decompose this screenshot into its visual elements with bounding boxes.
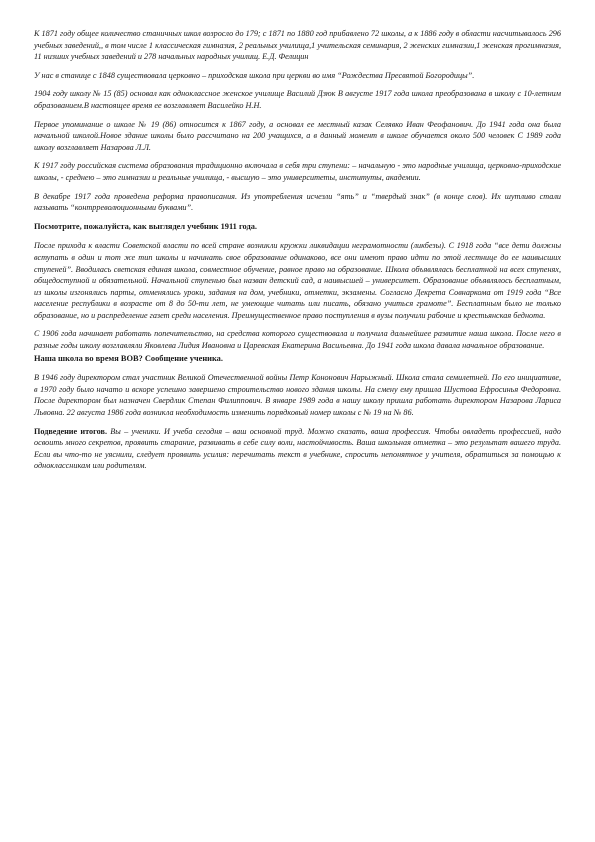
- heading-textbook-1911: Посмотрите, пожалуйста, как выглядел учебник 1911 года.: [34, 221, 258, 231]
- paragraph-summary: [34, 426, 561, 472]
- summary-text: Вы – ученики. И учеба сегодня – ваш основной труд. Можно сказать, ваша профессия. Чтобы овладеть профессией, надо освоить много секретов, проявить старание, развивать в себе силу воли, настойчивость. Ваша школьная отметка – это результат вашего труда. Если вы что-то не уяснили, следует проявить усилия: перечитать текст в учебнике, спросить непонятное у учителя, обратиться за помощью к одноклассникам или родителям.: [34, 426, 561, 471]
- paragraph-parish-school: У нас в станице с 1848 существовала церковно – приходская школа при церкви во имя “Рождества Пресвятой Богородицы”.: [34, 70, 475, 80]
- paragraph-school-19: Первое упоминание о школе № 19 (86) относится к 1867 году, а основал ее местный казак Селявко Иван Феофанович. До 1941 года она была начальной школой.Новое здание школы было рассчитано на 200 учащихся, а в данный момент в школе обучается около 500 человек С 1989 года школу возглавляет Назарова Л.Л.: [34, 119, 561, 152]
- document-page: [34, 28, 561, 479]
- paragraph-trusteeship-1906: С 1906 года начинает работать попечительство, на средства которого существовала и получила дальнейшее развитие наша школа. После него в разные годы школу возглавляли Яковлева Лидия Ивановна и Царевская Екатерина Васильевна. До 1941 года школа давала начальное образование.: [34, 329, 561, 351]
- paragraph-school-count-1871: К 1871 году общее количество станичных школ возросло до 179; с 1871 по 1880 год прибавлено 72 школы, а к 1886 году в области насчитывалось 296 учебных заведений,, в том числе 1 классическая гимназия, 2 реальных училища,1 учительская семинария, 2 женских гимназии,1 женская прогимназия, 11 низших учебных заведений и 278 начальных народных училищ. Е.Д. Фелицин: [34, 29, 561, 62]
- paragraph-education-system-1917: К 1917 году российская система образования традиционно включала в себя три ступени: – начальную - это народные училища, церковно-приходские школы, - среднею – это гимназии и реальные училища, - высшую – это университеты, институты, академии.: [34, 161, 561, 182]
- paragraph-directors-history: В 1946 году директором стал участник Великой Отечественной войны Петр Кононович Нарыжный. Школа стала семилетней. По его инициативе, в 1970 году было начато и вскоре успешно завершено строительство нового здания школы. На смену ему пришла Шустова Ефросинья Федоровна. После директором был назначен Свердлик Степан Филиппович. В январе 1989 года в нашу школу пришла работать директором Назарова Лариса Львовна. 22 августа 1986 года возникла необходимость изменить порядковый номер школы с № 19 на № 86.: [34, 373, 561, 418]
- summary-lead: Подведение итогов.: [34, 426, 108, 436]
- paragraph-soviet-education: После прихода к власти Советской власти по всей стране возникли кружки ликвидации неграмотности (ликбезы). С 1918 года “все дети должны вступать в один и тот же тип школы и начинать свое образование одинаково, все они имеют право идти по этой лестнице до ее наивысших ступеней”. Вводилась светская единая школа, совместное обучение, равное право на образование. Школа объявлялась бесплатной на всех ступенях, общедоступной и обязательной. Начальной ступенью был назван детский сад, а наивысшей – университет. Образование объявлялось бесплатным, из школы изгонялись парты, отменялись уроки, задания на дом, учебники, отметки, экзамены. Согласно Декрета Совнаркома от 1919 года “Все население республики в возрасте от 8 до 50-ти лет, не умеющие читать или писать, обязано учиться грамоте”. Бесплатным было не только образование, но и распределение газет среди населения. Преимущественное право поступления в вузы получили рабочие и крестьянская беднота.: [34, 241, 561, 320]
- paragraph-school-15: 1904 году школу № 15 (85) основал как одноклассное женское училище Василий Дзюк В августе 1917 года школа преобразована в школу с 10-летним образованием.В настоящее время ее возглавляет Василейко Н.Н.: [34, 89, 561, 110]
- heading-school-during-war: Наша школа во время ВОВ? Сообщение ученика.: [34, 353, 223, 363]
- paragraph-spelling-reform: В декабре 1917 года проведена реформа правописания. Из употребления исчезли “ять” и “твердый знак” (в конце слов). Их шутливо стали называть “контрреволюционными буквами”.: [34, 191, 561, 213]
